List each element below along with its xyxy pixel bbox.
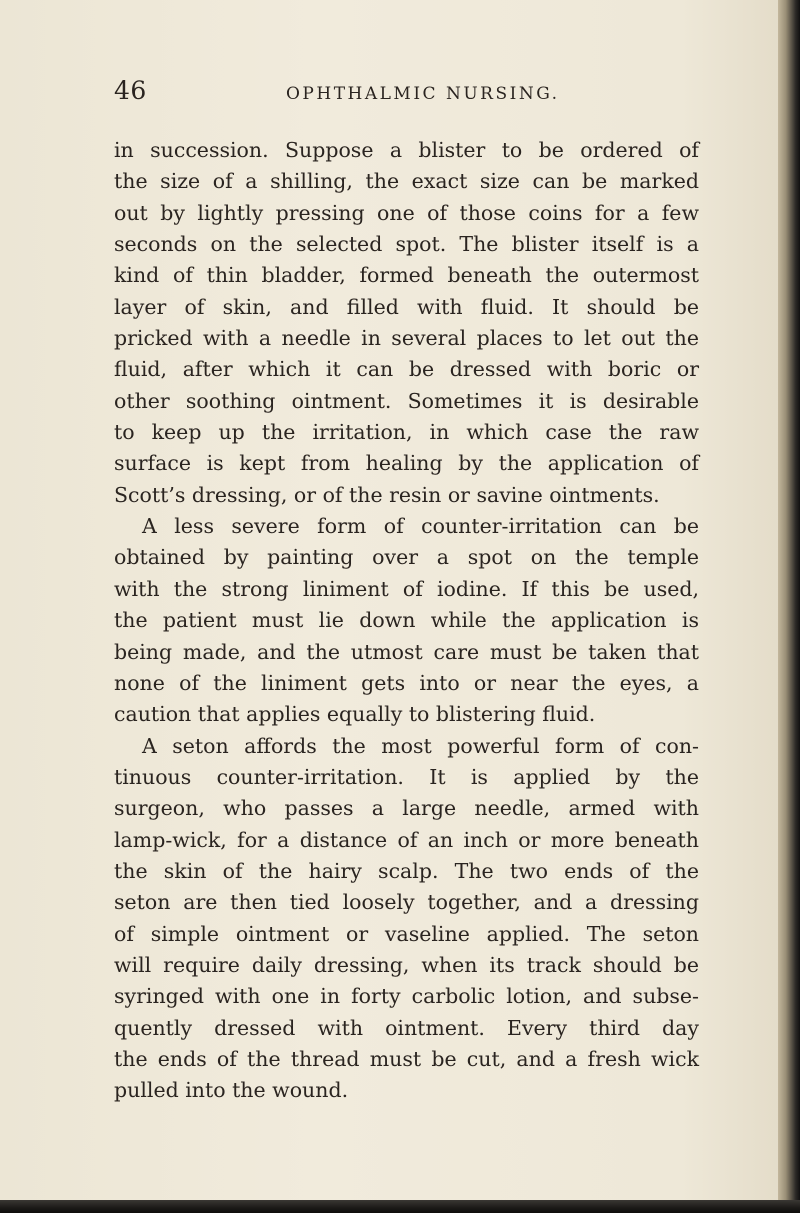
text-line: the ends of the thread must be cut, and a fresh wick — [114, 1046, 699, 1071]
page-bottom-edge — [0, 1200, 800, 1213]
text-line: A less severe form of counter-irritation can be — [142, 514, 699, 539]
page-header — [114, 76, 714, 112]
text-line: A seton affords the most powerful form of con- — [142, 733, 699, 758]
text-line: syringed with one in forty carbolic lotion, and subse- — [114, 984, 699, 1009]
text-line: caution that applies equally to blistering fluid. — [114, 702, 596, 727]
text-line: out by lightly pressing one of those coins for a few — [114, 200, 699, 225]
text-line: to keep up the irritation, in which case the raw — [114, 420, 699, 445]
text-line: of simple ointment or vaseline applied. The seton — [114, 921, 699, 946]
text-line: will require daily dressing, when its track should be — [114, 952, 699, 977]
text-line: surgeon, who passes a large needle, armed with — [114, 796, 699, 821]
text-line: the skin of the hairy scalp. The two ends of the — [114, 858, 699, 883]
page-edge-shadow — [778, 0, 800, 1213]
text-line: none of the liniment gets into or near the eyes, a — [114, 670, 699, 695]
body-text — [114, 135, 699, 1107]
text-line: with the strong liniment of iodine. If this be used, — [114, 576, 699, 601]
text-line: seconds on the selected spot. The blister itself is a — [114, 232, 699, 257]
text-line: kind of thin bladder, formed beneath the outermost — [114, 263, 699, 288]
text-line: being made, and the utmost care must be taken that — [114, 639, 699, 664]
running-head: OPHTHALMIC NURSING. — [286, 84, 560, 104]
text-line: layer of skin, and filled with fluid. It should be — [114, 294, 699, 319]
text-line: pulled into the wound. — [114, 1078, 349, 1103]
text-line: lamp-wick, for a distance of an inch or more beneath — [114, 827, 699, 852]
text-line: the size of a shilling, the exact size can be marked — [114, 169, 699, 194]
text-line: obtained by painting over a spot on the temple — [114, 545, 699, 570]
text-line: quently dressed with ointment. Every third day — [114, 1015, 699, 1040]
text-line: fluid, after which it can be dressed with boric or — [114, 357, 699, 382]
text-line: other soothing ointment. Sometimes it is desirable — [114, 388, 699, 413]
text-line: Scott’s dressing, or of the resin or savine ointments. — [114, 482, 660, 507]
text-line: seton are then tied loosely together, and a dressing — [114, 890, 699, 915]
text-line: in succession. Suppose a blister to be ordered of — [114, 138, 699, 162]
text-line: tinuous counter-irritation. It is applied by the — [114, 764, 699, 789]
text-line: pricked with a needle in several places to let out the — [114, 326, 699, 351]
text-line: the patient must lie down while the application is — [114, 608, 699, 633]
text-line: surface is kept from healing by the application of — [114, 451, 699, 476]
page-number: 46 — [114, 76, 147, 105]
